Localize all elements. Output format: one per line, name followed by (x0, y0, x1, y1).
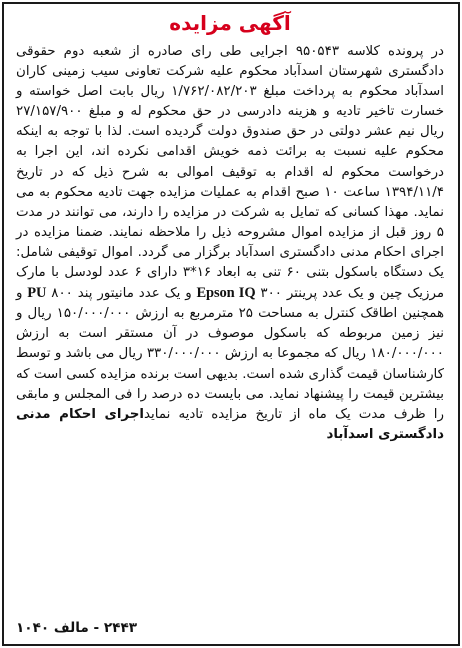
notice-paragraph-2: و یک عدد مانیتور پند ۸۰۰ (51, 286, 197, 302)
notice-paragraph-3: و همچنین اطاقک کنترل به مساحت ۲۵ مترمربع به ارزش ۱۵۰/۰۰۰/۰۰۰ ریال و نیز زمین مربوطه که باسکول موصوف در آن مستقر است به ارزش ۱۸۰/۰۰۰/۰۰۰ ریال که مجموعا به ارزش ۳۳۰/۰۰۰/۰۰۰ ریال می باشد و توسط کارشناسان قیمت گذاری شده است. بدیهی است برنده مزایده کسی است که بیشترین قیمت را پیشنهاد نماید. می بایست ده درصد را فی المجلس و مابقی را ظرف مدت یک ماه از تاریخ مزایده تادیه نماید (16, 286, 445, 422)
notice-title: آگهی مزایده (169, 11, 291, 35)
notice-body (16, 42, 444, 445)
notice-footer-ref: ۲۴۴۳ - مالف ۱۰۴۰ (16, 620, 138, 636)
pu-label: PU (27, 285, 47, 302)
notice-signature: اجرای احکام مدنی دادگستری اسدآباد (16, 406, 444, 442)
notice-paragraph-1: در پرونده کلاسه ۹۵۰۵۴۳ اجرایی طی رای صادره از شعبه دوم حقوقی دادگستری شهرستان اسدآباد محکوم علیه شرکت تعاونی سیب زمینی کاران اسدآباد محکوم به پرداخت مبلغ ۱/۷۶۲/۰۸۲/۲۰۳ ریال بابت اصل خواسته و خسارت تاخیر تادیه و هزینه دادرسی در حق محکوم له و مبلغ ۲۷/۱۵۷/۹۰۰ ریال نیم عشر دولتی در حق صندوق دولت گردیده است. لذا با توجه به اینکه محکوم علیه نسبت به برائت ذمه خویش اقدامی نکرده اند، این اجرا به درخواست محکوم له اقدام به توقیف اموالی به شرح ذیل که در تاریخ ۱۳۹۴/۱۱/۴ ساعت ۱۰ صبح اقدام به عملیات مزایده جهت تادیه محکوم به می نماید. مهذا کسانی که تمایل به شرکت در مزایده را دارند، می توانند در مدت ۵ روز قبل از مزایده اموال مشروحه ذیل را ملاحظه نمایند. ضمنا مزایده در اجرای احکام مدنی دادگستری اسدآباد برگزار می گردد. اموال توقیفی شامل: یک دستگاه باسکول بتنی ۶۰ تنی به ابعاد ۱۶*۳ دارای ۶ عدد لودسل با مارک مرزیک چین و یک عدد پرینتر ۳۰۰ (16, 44, 445, 302)
printer-model: Epson IQ (196, 285, 256, 302)
notice-frame (2, 2, 460, 646)
